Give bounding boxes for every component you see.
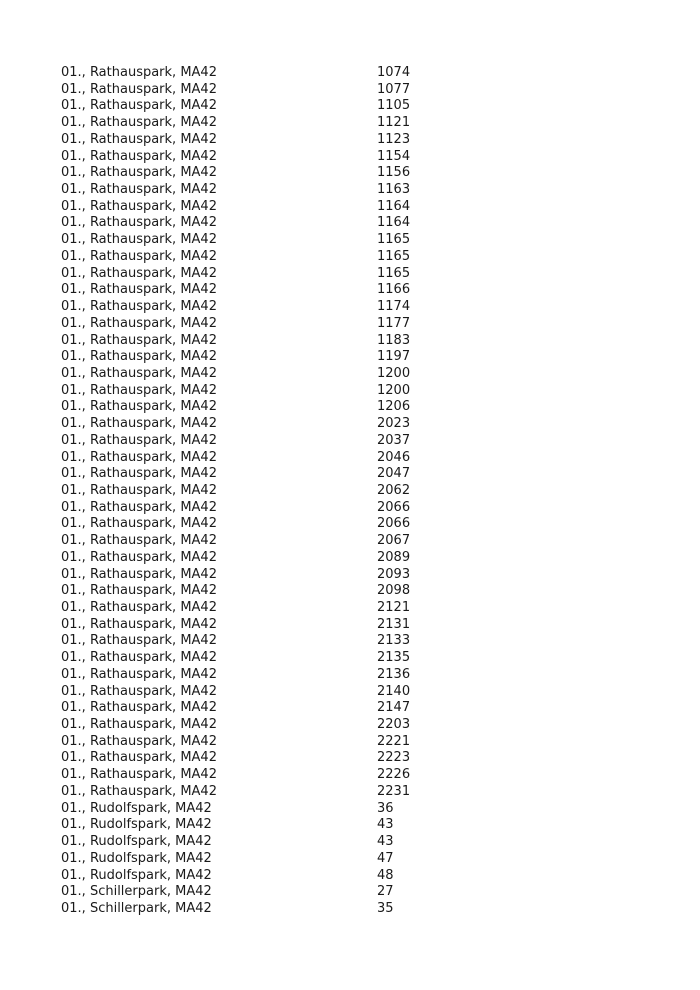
location-text: 01., Rudolfspark, MA42 (61, 800, 212, 816)
location-text: 01., Rathauspark, MA42 (61, 81, 217, 97)
tree-number: 2098 (377, 583, 411, 599)
list-item (61, 567, 461, 584)
list-item (61, 650, 461, 667)
list-item (61, 717, 461, 734)
tree-number: 1165 (377, 232, 411, 248)
tree-number: 1074 (377, 65, 411, 80)
list-item (61, 550, 461, 567)
tree-number: 2203 (377, 717, 411, 733)
list-item (61, 282, 461, 299)
location-text: 01., Rathauspark, MA42 (61, 165, 217, 181)
location-text: 01., Rathauspark, MA42 (61, 131, 217, 147)
location-text: 01., Rathauspark, MA42 (61, 115, 217, 131)
tree-number: 1177 (377, 315, 411, 331)
tree-number: 1166 (377, 282, 411, 298)
list-item (61, 633, 461, 650)
location-text: 01., Rathauspark, MA42 (61, 349, 217, 365)
location-text: 01., Rathauspark, MA42 (61, 182, 217, 198)
list-item (61, 466, 461, 483)
tree-number: 1164 (377, 215, 411, 231)
list-item (61, 232, 461, 249)
location-text: 01., Rathauspark, MA42 (61, 600, 217, 615)
tree-number: 48 (377, 867, 394, 883)
list-item (61, 834, 461, 851)
list-item (61, 65, 461, 82)
location-text: 01., Rathauspark, MA42 (61, 449, 217, 465)
tree-number: 1206 (377, 399, 411, 415)
location-text: 01., Rudolfspark, MA42 (61, 867, 212, 883)
location-text: 01., Rathauspark, MA42 (61, 399, 217, 415)
location-text: 01., Rathauspark, MA42 (61, 332, 217, 348)
location-text: 01., Rathauspark, MA42 (61, 650, 217, 666)
location-text: 01., Rathauspark, MA42 (61, 616, 217, 632)
tree-number: 2047 (377, 466, 411, 482)
tree-number: 1174 (377, 299, 411, 315)
tree-number: 2067 (377, 533, 411, 549)
location-text: 01., Rathauspark, MA42 (61, 717, 217, 733)
list-item (61, 299, 461, 316)
list-item (61, 399, 461, 416)
tree-number: 2066 (377, 516, 411, 532)
list-item (61, 784, 461, 801)
list-item (61, 734, 461, 751)
location-text: 01., Rathauspark, MA42 (61, 299, 217, 315)
list-item (61, 132, 461, 149)
location-text: 01., Rathauspark, MA42 (61, 365, 217, 381)
location-text: 01., Rathauspark, MA42 (61, 466, 217, 482)
location-text: 01., Rathauspark, MA42 (61, 432, 217, 448)
location-text: 01., Rathauspark, MA42 (61, 148, 217, 164)
tree-number: 2089 (377, 549, 411, 565)
list-item (61, 684, 461, 701)
location-text: 01., Rathauspark, MA42 (61, 767, 217, 783)
list-item (61, 98, 461, 115)
location-text: 01., Rudolfspark, MA42 (61, 850, 212, 866)
location-text: 01., Rathauspark, MA42 (61, 215, 217, 231)
list-item (61, 149, 461, 166)
location-text: 01., Rathauspark, MA42 (61, 750, 217, 766)
location-text: 01., Rathauspark, MA42 (61, 482, 217, 498)
tree-number: 43 (377, 817, 394, 833)
list-item (61, 199, 461, 216)
tree-number: 2136 (377, 666, 411, 682)
list-item (61, 483, 461, 500)
location-text: 01., Schillerpark, MA42 (61, 900, 212, 916)
location-text: 01., Rathauspark, MA42 (61, 232, 217, 248)
tree-number: 2226 (377, 767, 411, 783)
location-text: 01., Rathauspark, MA42 (61, 783, 217, 799)
list-item (61, 868, 461, 885)
list-item (61, 82, 461, 99)
list-item (61, 266, 461, 283)
list-item (61, 767, 461, 784)
list-item (61, 901, 461, 918)
tree-number: 2133 (377, 633, 411, 649)
tree-list (61, 65, 461, 918)
list-item (61, 182, 461, 199)
tree-number: 2066 (377, 499, 411, 515)
tree-number: 2023 (377, 416, 411, 432)
location-text: 01., Rudolfspark, MA42 (61, 817, 212, 833)
list-item (61, 165, 461, 182)
list-item (61, 533, 461, 550)
location-text: 01., Rathauspark, MA42 (61, 549, 217, 565)
location-text: 01., Rathauspark, MA42 (61, 265, 217, 281)
tree-number: 2093 (377, 566, 411, 582)
location-text: 01., Rathauspark, MA42 (61, 382, 217, 398)
list-item (61, 817, 461, 834)
tree-number: 1154 (377, 148, 411, 164)
list-item (61, 667, 461, 684)
list-item (61, 383, 461, 400)
list-item (61, 115, 461, 132)
location-text: 01., Rathauspark, MA42 (61, 666, 217, 682)
tree-number: 1200 (377, 382, 411, 398)
list-item (61, 583, 461, 600)
list-item (61, 617, 461, 634)
tree-number: 2140 (377, 683, 411, 699)
list-item (61, 851, 461, 868)
tree-number: 1197 (377, 349, 411, 365)
tree-number: 1105 (377, 98, 411, 114)
location-text: 01., Rathauspark, MA42 (61, 499, 217, 515)
location-text: 01., Rathauspark, MA42 (61, 566, 217, 582)
location-text: 01., Rathauspark, MA42 (61, 700, 217, 716)
location-text: 01., Rathauspark, MA42 (61, 683, 217, 699)
location-text: 01., Rathauspark, MA42 (61, 198, 217, 214)
tree-number: 43 (377, 834, 394, 850)
location-text: 01., Rathauspark, MA42 (61, 516, 217, 532)
list-item (61, 433, 461, 450)
tree-number: 2147 (377, 700, 411, 716)
tree-number: 2221 (377, 733, 411, 749)
tree-number: 1183 (377, 332, 411, 348)
location-text: 01., Rathauspark, MA42 (61, 315, 217, 331)
tree-number: 2131 (377, 616, 411, 632)
tree-number: 1156 (377, 165, 411, 181)
list-item (61, 801, 461, 818)
location-text: 01., Schillerpark, MA42 (61, 884, 212, 900)
tree-number: 36 (377, 800, 394, 816)
list-item (61, 316, 461, 333)
list-item (61, 249, 461, 266)
list-item (61, 700, 461, 717)
location-text: 01., Rathauspark, MA42 (61, 583, 217, 599)
tree-number: 35 (377, 900, 394, 916)
tree-number: 2037 (377, 432, 411, 448)
list-item (61, 516, 461, 533)
tree-number: 2062 (377, 482, 411, 498)
list-item (61, 500, 461, 517)
tree-number: 1165 (377, 248, 411, 264)
location-text: 01., Rathauspark, MA42 (61, 98, 217, 114)
list-item (61, 333, 461, 350)
location-text: 01., Rathauspark, MA42 (61, 248, 217, 264)
tree-number: 2135 (377, 650, 411, 666)
tree-number: 1200 (377, 365, 411, 381)
location-text: 01., Rathauspark, MA42 (61, 533, 217, 549)
tree-number: 1123 (377, 131, 411, 147)
location-text: 01., Rathauspark, MA42 (61, 416, 217, 432)
tree-number: 2046 (377, 449, 411, 465)
tree-number: 1165 (377, 265, 411, 281)
location-text: 01., Rudolfspark, MA42 (61, 834, 212, 850)
list-item (61, 416, 461, 433)
list-item (61, 600, 461, 617)
location-text: 01., Rathauspark, MA42 (61, 282, 217, 298)
tree-number: 27 (377, 884, 394, 900)
tree-number: 2121 (377, 600, 411, 615)
tree-number: 1163 (377, 182, 411, 198)
list-item (61, 750, 461, 767)
tree-number: 2223 (377, 750, 411, 766)
tree-number: 1121 (377, 115, 411, 131)
tree-number: 47 (377, 850, 394, 866)
list-item (61, 366, 461, 383)
list-item (61, 884, 461, 901)
tree-number: 1164 (377, 198, 411, 214)
location-text: 01., Rathauspark, MA42 (61, 65, 217, 80)
list-item (61, 450, 461, 467)
location-text: 01., Rathauspark, MA42 (61, 633, 217, 649)
location-text: 01., Rathauspark, MA42 (61, 733, 217, 749)
tree-number: 2231 (377, 783, 411, 799)
tree-number: 1077 (377, 81, 411, 97)
list-item (61, 349, 461, 366)
list-item (61, 215, 461, 232)
